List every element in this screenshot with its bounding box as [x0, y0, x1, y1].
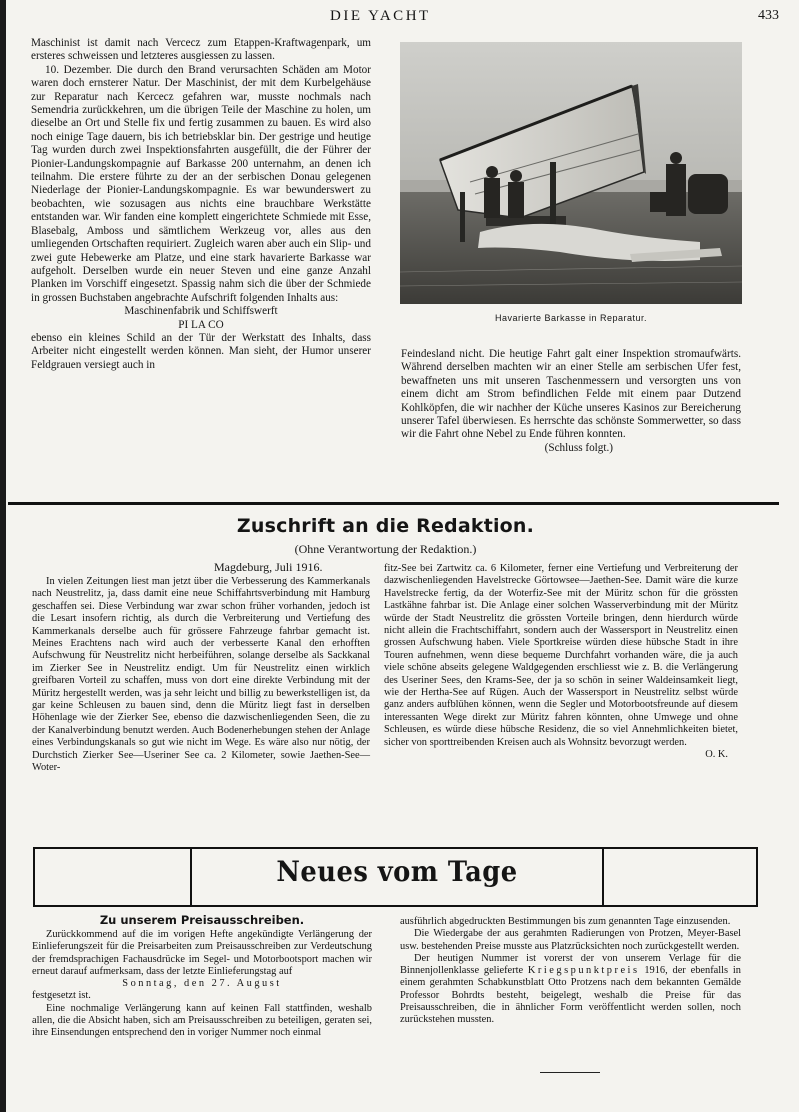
paragraph: fitz-See bei Zartwitz ca. 6 Kilometer, ferner eine Vertiefung und Verbreiterung der dazwischenliegenden Havelstrecke Görtowsee—Jaethen-See. Damit wäre die kurze Havelstrecke fertig, da der Woterfiz-See mit der Müritz schon für die grössten Lastkähne fahrbar ist. Die Anlage einer solchen Wasserverbindung mit der Müritz würde der Stadt Neustrelitz die grössten Vorteile bringen, denn hierdurch würde nicht allein die Frachtschiffahrt, sondern auch der Wassersport in Neustrelitz einen grossen Aufschwung haben. Viele Sportkreise würden diese hübsche Stadt in ihre Touren aufnehmen, wenn diese bequeme Durchfahrt vorhanden wäre, die ja auch viele schöne abseits gelegene Waldgegenden erschliesst wie z. B. die Verlängerung des Useriner Sees, den Krams-See, der ja so schön in seiner Waldeinsamkeit liegt, wie der Hertha-See auf Rügen. Auch der Wassersport in Neustrelitz selbst würde ganz anders aufblühen können, wenn die Segler und Motorbootsfreunde auf diesem interessanten Wege direkt zur Müritz fahren könnten, ohne Umwege und ohne Schleusen, es würde diese hübsche Residenz, die so viel Annehmlichkeiten bietet, sicher von sporttreibenden Kreisen auch als Wohnsitz bevorzugt werden. — [384, 563, 738, 748]
news-left-column — [32, 929, 372, 1040]
end-rule — [540, 1072, 600, 1073]
box-divider — [602, 847, 604, 907]
paragraph: Maschinist ist damit nach Vercecz zum Etappen-Kraftwagenpark, um ersteres schweissen und letzteres ausgiessen zu lassen. — [31, 37, 371, 63]
paragraph: Die Wiedergabe der aus gerahmten Radierungen von Protzen, Meyer-Basel usw. bestehenden Preise musste aus Platzrücksichten noch zurückgestellt werden. — [400, 928, 741, 952]
prize-name: Kriegspunktpreis — [527, 965, 640, 977]
paragraph: Eine nochmalige Verlängerung kann auf keinen Fall stattfinden, weshalb allen, die die Absicht haben, sich am Preisausschreiben zu beteiligen, geraten sei, ihre Einsendungen entsprechend den in voriger Nummer noch einmal — [32, 1002, 372, 1039]
paragraph: 10. Dezember. Die durch den Brand verursachten Schäden am Motor waren doch ernsterer Natur. Der Maschinist, der mit dem Kurbelgehäuse zur Reparatur nach Kercecz gefahren war, musste nochmals nach Semendria zurückkehren, um die übrigen Teile der Maschine zu holen, um dieselbe an Ort und Stelle fix und fertig zusammen zu bauen. Es wird also noch einige Tage dauern, bis ich betriebsklar bin. Der gestrige und heutige Tag wurden durch zwei Inspektionsfahrten ausgefüllt, die der Führer der Pionier-Landungskompagnie auf Barkasse 200 unternahm, an denen ich teilnahm. Die erstere führte zu der an der serbischen Donau gelegenen Niederlage der Pionier-Landungskompagnie. Es war bewunderswert zu beobachten, wie sozusagen aus nichts eine brauchbare Werkstätte entstanden war. Wir fanden eine komplett eingerichtete Schmiede mit Esse, Blasebalg, Amboss und sämtlichem Werkzeug vor, alles aus den umliegenden Ortschaften requiriert. Zugleich waren aber auch ein Slip- und zwei gute Hebewerke am Platze, und eine stark havarierte Barkasse war aufgeholt. Derselben wurde ein neuer Steven und eine ganze Anzahl Planken im Vorschiff eingesetzt. Spassig nahm sich die über der Schmiede in grossen Buchstaben angebrachte Aufschrift folgenden Inhalts aus: — [31, 63, 371, 304]
news-right-column — [400, 916, 741, 1027]
paragraph: ebenso ein kleines Schild an der Tür der Werkstatt des Inhalts, dass Arbeiter nicht eingestellt werden können. Man sieht, der Humor unserer Feldgrauen versiegt auch in — [31, 331, 371, 371]
paragraph: Feindesland nicht. Die heutige Fahrt galt einer Inspektion stromaufwärts. Während derselben machten wir an einer Stelle am serbischen Ufer fest, bewaffneten uns mit unseren Taschenmessern und versorgten uns von einem dicht am Strom befindlichen Felde mit einem paar Dutzend Kohlköpfen, die wir nachher der Küche unseres Kasinos zur Bereicherung unserer Tafel überwiesen. Es herrschte das schönste Sommerwetter, so dass wir die Fahrt ohne Nebel zu Ende führen konnten. — [401, 348, 741, 441]
letter-left-column — [32, 576, 370, 775]
boat-repair-photo — [400, 42, 742, 304]
letter-subtitle: (Ohne Verantwortung der Redaktion.) — [294, 542, 477, 556]
paragraph: festgesetzt ist. — [32, 990, 91, 1002]
paragraph: In vielen Zeitungen liest man jetzt über die Verbesserung des Kammerkanals nach Neustrelitz, ja, dass damit eine neue Schiffahrtsverbindung mit Hamburg geschaffen sei. Diese Verbindung war zwar schon früher vorhanden, jedoch ist die Lesart insofern richtig, als durch die Verbreiterung und Vertiefung des Kammerkanals derselbe auch für grössere Fahrzeuge fahrbar gemacht ist. Meines Erachtens nach wird auch der verbesserte Kanal den erhofften Aufschwung für Neustrelitz nicht herbeiführen, solange derselbe als Sackkanal im Zierker See in Neustrelitz endigt. Um für Neustrelitz einen wirklich greifbaren Vorteil zu schaffen, muss von dort eine direkte Verbindung mit der Müritz hergestellt werden, was ja sehr leicht und billig zu bewerkstelligen ist, da gar keine Schleusen zu bauen sind, denn die Müritz liegt fast in derselben Höhenlage wie der Zierker See, ebenso die dazwischenliegenden Seen, die zu der Kanalverbindung benutzt werden. Auch Bodenerhebungen stehen der Anlage eines Verbindungskanals so gut wie nicht im Wege. Es wäre also nur nötig, der Durchstich Zierker See—Useriner See ca. 2 Kilometer, sowie Jaethen-See—Woter- — [32, 576, 370, 774]
sign-line: Maschinenfabrik und Schiffswerft — [124, 305, 278, 318]
sign-line: PI LA CO — [178, 318, 224, 331]
signature: O. K. — [705, 749, 728, 761]
photo-caption: Havarierte Barkasse in Reparatur. — [494, 313, 648, 323]
text-run: 1916, der ebenfalls in einem gerahmten Schabkunstblatt Otto Protzens nach dem bekannten Gemälde Professor Bohrdts besteht, beigelegt, weshalb die Preise für das Preisausschreiben, die in ähnlicher Form veröffentlicht werden sollen, noch zurückstehen mussten. — [400, 965, 741, 1026]
article-right-column — [401, 348, 741, 455]
article-left-column — [31, 37, 371, 372]
paragraph: ausführlich abgedruckten Bestimmungen bis zum genannten Tage einzusenden. — [400, 916, 731, 927]
to-be-continued: (Schluss folgt.) — [544, 441, 613, 454]
letter-right-column — [384, 563, 738, 762]
box-divider — [190, 847, 192, 907]
letter-title: Zuschrift an die Redaktion. — [236, 515, 535, 537]
section-divider — [8, 502, 779, 505]
dateline: Magdeburg, Juli 1916. — [214, 560, 323, 574]
text-run: Der heutigen Nummer ist vorerst der von unserem Verlage für die Binnenjollenklasse gelieferte — [400, 952, 741, 977]
section-title-box — [33, 847, 758, 907]
paragraph: Zurückkommend auf die im vorigen Hefte angekündigte Verlängerung der Einlieferungszeit für die Preisarbeiten zum Preisausschreiben zur Verdeutschung der fremdsprachigen Fachausdrücke im Segel- und Motorbootsport machen wir erneut darauf aufmerksam, dass der letzte Einlieferungstag auf — [32, 929, 372, 977]
paragraph — [400, 953, 741, 1027]
section-title: Neues vom Tage — [276, 855, 518, 888]
news-heading: Zu unserem Preisausschreiben. — [99, 913, 305, 927]
page-number: 433 — [758, 8, 779, 23]
running-title: DIE YACHT — [330, 8, 431, 24]
deadline-date: Sonntag, den 27. August — [122, 978, 282, 990]
